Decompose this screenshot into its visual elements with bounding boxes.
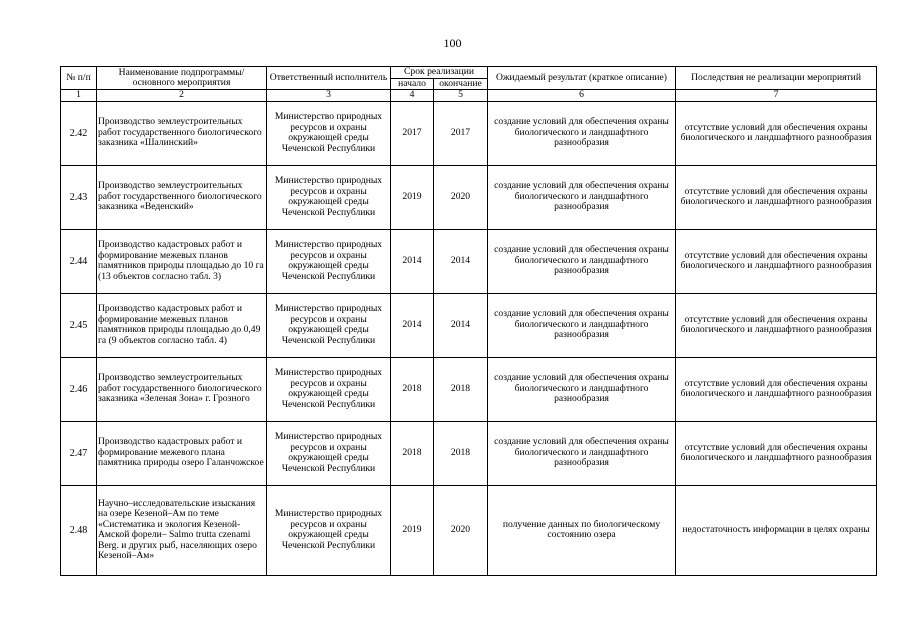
row-num: 2.43 bbox=[61, 165, 97, 229]
header-consequence: Последствия не реализации мероприятий bbox=[676, 67, 877, 90]
row-start: 2019 bbox=[391, 485, 434, 575]
index-row bbox=[61, 90, 877, 102]
row-name: Производство землеустроительных работ государственного биологического заказника «Веденский» bbox=[97, 165, 267, 229]
row-end: 2014 bbox=[434, 229, 488, 293]
row-num: 2.48 bbox=[61, 485, 97, 575]
table-row bbox=[61, 229, 877, 293]
table-row bbox=[61, 293, 877, 357]
row-end: 2017 bbox=[434, 101, 488, 165]
table-row bbox=[61, 485, 877, 575]
row-end: 2018 bbox=[434, 421, 488, 485]
row-num: 2.47 bbox=[61, 421, 97, 485]
header-name: Наименование подпрограммы/ основного мероприятия bbox=[97, 67, 267, 90]
row-start: 2014 bbox=[391, 293, 434, 357]
row-start: 2014 bbox=[391, 229, 434, 293]
row-result: создание условий для обеспечения охраны биологического и ландшафтного разнообразия bbox=[488, 421, 676, 485]
header-num: № п/п bbox=[61, 67, 97, 90]
row-end: 2018 bbox=[434, 357, 488, 421]
row-consequence: отсутствие условий для обеспечения охраны биологического и ландшафтного разнообразия bbox=[676, 165, 877, 229]
row-responsible: Министерство природных ресурсов и охраны окружающей среды Чеченской Республики bbox=[267, 293, 391, 357]
row-num: 2.46 bbox=[61, 357, 97, 421]
row-responsible: Министерство природных ресурсов и охраны окружающей среды Чеченской Республики bbox=[267, 229, 391, 293]
row-start: 2018 bbox=[391, 357, 434, 421]
row-end: 2014 bbox=[434, 293, 488, 357]
row-name: Производство кадастровых работ и формирование межевых планов памятников природы площадью до 0,49 га (9 объектов согласно табл. 4) bbox=[97, 293, 267, 357]
header-start: начало bbox=[391, 78, 434, 90]
index-cell: 7 bbox=[676, 90, 877, 102]
row-name: Производство землеустроительных работ государственного биологического заказника «Шалинский» bbox=[97, 101, 267, 165]
row-consequence: отсутствие условий для обеспечения охраны биологического и ландшафтного разнообразия bbox=[676, 101, 877, 165]
table-row bbox=[61, 357, 877, 421]
row-consequence: отсутствие условий для обеспечения охраны биологического и ландшафтного разнообразия bbox=[676, 293, 877, 357]
page-number: 100 bbox=[443, 36, 462, 50]
index-cell: 3 bbox=[267, 90, 391, 102]
row-result: получение данных по биологическому состоянию озера bbox=[488, 485, 676, 575]
index-cell: 2 bbox=[97, 90, 267, 102]
row-name: Производство кадастровых работ и формирование межевого плана памятника природы озеро Галанчожское bbox=[97, 421, 267, 485]
row-name: Производство землеустроительных работ государственного биологического заказника «Зеленая Зона» г. Грозного bbox=[97, 357, 267, 421]
row-consequence: отсутствие условий для обеспечения охраны биологического и ландшафтного разнообразия bbox=[676, 421, 877, 485]
index-cell: 1 bbox=[61, 90, 97, 102]
header-result: Ожидаемый результат (краткое описание) bbox=[488, 67, 676, 90]
row-consequence: отсутствие условий для обеспечения охраны биологического и ландшафтного разнообразия bbox=[676, 229, 877, 293]
row-start: 2017 bbox=[391, 101, 434, 165]
row-name: Производство кадастровых работ и формирование межевых планов памятников природы площадью до 10 га (13 объектов согласно табл. 3) bbox=[97, 229, 267, 293]
row-name: Научно–исследовательские изыскания на озере Кезеной–Ам по теме «Систематика и экология Кезеной-Амской форели– Salmo trutta czenami Berg. и других рыб, населяющих озеро Кезеной–Ам» bbox=[97, 485, 267, 575]
index-cell: 6 bbox=[488, 90, 676, 102]
row-result: создание условий для обеспечения охраны биологического и ландшафтного разнообразия bbox=[488, 165, 676, 229]
row-num: 2.42 bbox=[61, 101, 97, 165]
table-row bbox=[61, 421, 877, 485]
row-result: создание условий для обеспечения охраны биологического и ландшафтного разнообразия bbox=[488, 101, 676, 165]
index-cell: 4 bbox=[391, 90, 434, 102]
row-start: 2019 bbox=[391, 165, 434, 229]
header-row bbox=[61, 67, 877, 79]
row-end: 2020 bbox=[434, 485, 488, 575]
row-responsible: Министерство природных ресурсов и охраны окружающей среды Чеченской Республики bbox=[267, 357, 391, 421]
measures-table bbox=[60, 66, 877, 576]
header-period: Срок реализации bbox=[391, 67, 488, 79]
row-num: 2.44 bbox=[61, 229, 97, 293]
row-end: 2020 bbox=[434, 165, 488, 229]
row-responsible: Министерство природных ресурсов и охраны окружающей среды Чеченской Республики bbox=[267, 101, 391, 165]
row-num: 2.45 bbox=[61, 293, 97, 357]
row-result: создание условий для обеспечения охраны биологического и ландшафтного разнообразия bbox=[488, 357, 676, 421]
row-responsible: Министерство природных ресурсов и охраны окружающей среды Чеченской Республики bbox=[267, 165, 391, 229]
row-result: создание условий для обеспечения охраны биологического и ландшафтного разнообразия bbox=[488, 229, 676, 293]
row-consequence: недостаточность информации в целях охраны bbox=[676, 485, 877, 575]
row-responsible: Министерство природных ресурсов и охраны окружающей среды Чеченской Республики bbox=[267, 485, 391, 575]
header-end: окончание bbox=[434, 78, 488, 90]
header-responsible: Ответственный исполнитель bbox=[267, 67, 391, 90]
row-result: создание условий для обеспечения охраны биологического и ландшафтного разнообразия bbox=[488, 293, 676, 357]
row-responsible: Министерство природных ресурсов и охраны окружающей среды Чеченской Республики bbox=[267, 421, 391, 485]
row-consequence: отсутствие условий для обеспечения охраны биологического и ландшафтного разнообразия bbox=[676, 357, 877, 421]
table-row bbox=[61, 101, 877, 165]
table-row bbox=[61, 165, 877, 229]
row-start: 2018 bbox=[391, 421, 434, 485]
index-cell: 5 bbox=[434, 90, 488, 102]
